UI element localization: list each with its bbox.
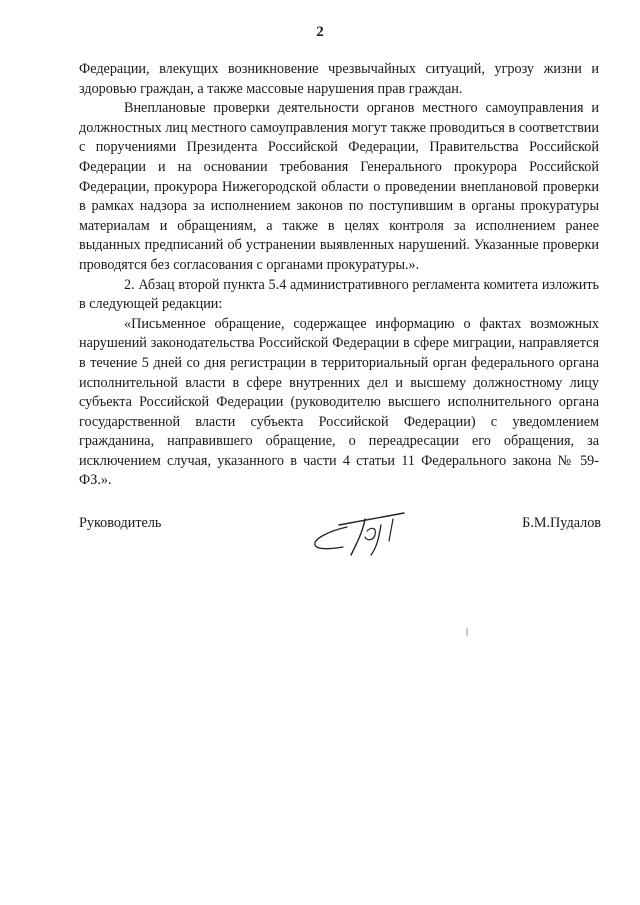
paragraph-unscheduled-inspections: Внеплановые проверки деятельности органов местного самоуправления и должностных лиц местного самоуправления могут также проводиться в соответствии с поручениями Президента Российской Федерации, Правительства Российской Федерации и на основании требования Генерального прокурора Российской Федерации, прокурора Нижегородской области о проведении внеплановой проверки в рамках надзора за исполнением законов по поступившим в органы прокуратуры материалам и обращениям, а также в целях контроля за исполнением ранее выданных предписаний об устранении выявленных нарушений. Указанные проверки проводятся без согласования с органами прокуратуры.». bbox=[79, 100, 599, 273]
handwritten-signature bbox=[309, 505, 419, 560]
page-number: 2 bbox=[316, 24, 324, 40]
signatory-title: Руководитель bbox=[79, 515, 162, 531]
paragraph-amendment-2: 2. Абзац второй пункта 5.4 административного регламента комитета изложить в следующей редакции: bbox=[79, 276, 599, 313]
paragraph-continuation: Федерации, влекущих возникновение чрезвычайных ситуаций, угрозу жизни и здоровью граждан, а также массовые нарушения прав граждан. bbox=[79, 61, 599, 97]
paragraph-quoted-text: «Письменное обращение, содержащее информацию о фактах возможных нарушений законодательства Российской Федерации в сфере миграции, направляется в течение 5 дней со дня регистрации в территориальный орган федерального органа исполнительной власти в сфере внутренних дел и высшему должностному лицу субъекта Российской Федерации (руководителю высшего исполнительного органа государственной власти субъекта Российской Федерации) с уведомлением гражданина, направившего обращение, о переадресации его обращения, за исключением случая, указанного в части 4 статьи 11 Федерального закона № 59-ФЗ.». bbox=[79, 315, 599, 489]
signature-block bbox=[79, 505, 601, 565]
signatory-name: Б.М.Пудалов bbox=[522, 515, 601, 531]
scan-artifact bbox=[466, 628, 468, 636]
document-body bbox=[79, 60, 599, 491]
